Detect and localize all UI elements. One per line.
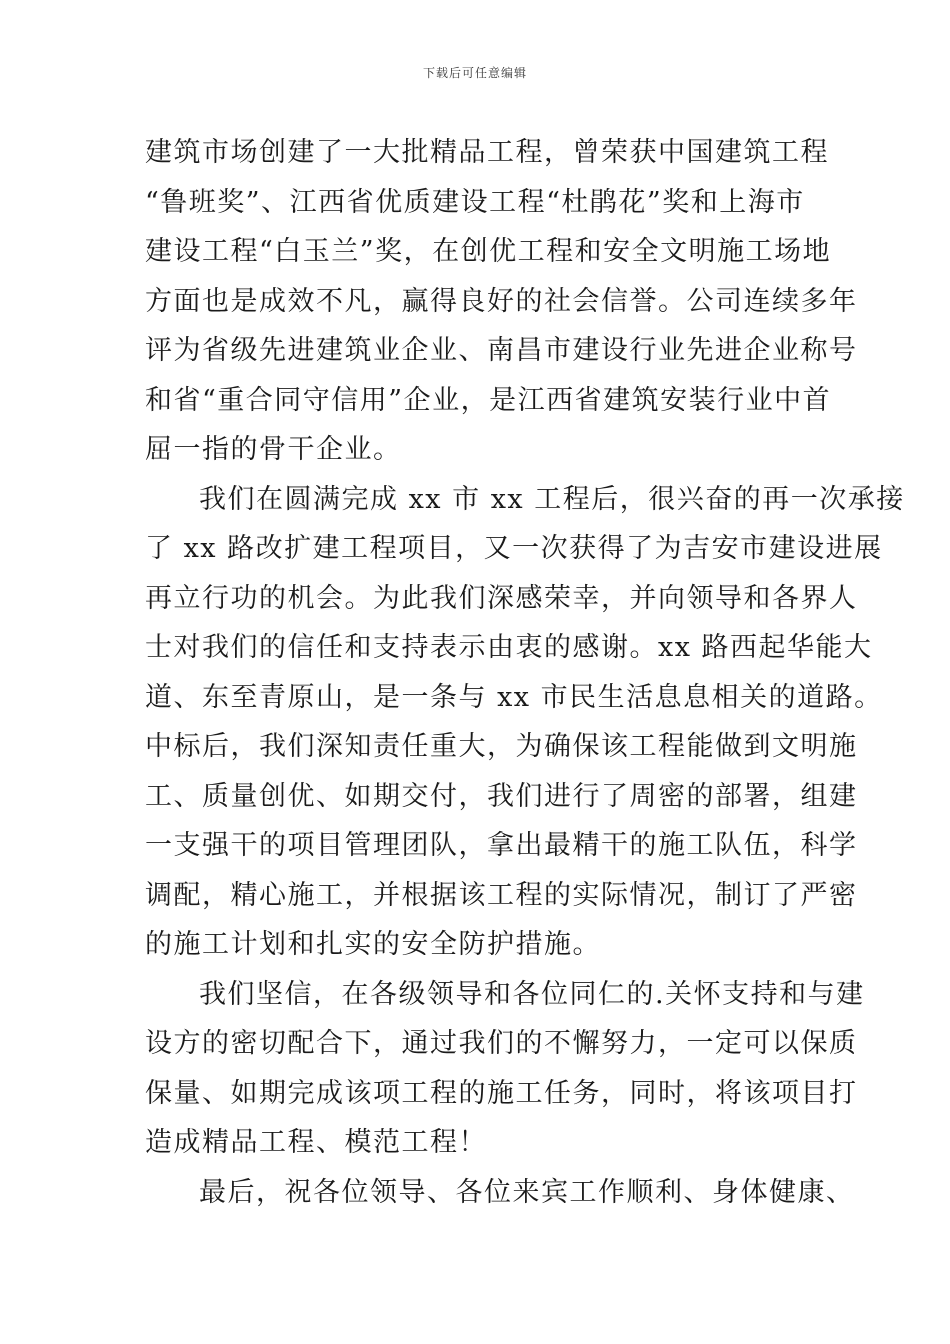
text-line: 建筑市场创建了一大批精品工程，曾荣获中国建筑工程 [145,137,829,168]
text-line: 造成精品工程、模范工程！ [145,1127,487,1158]
body-text [145,128,905,1217]
text-line: 士对我们的信任和支持表示由衷的感谢。xx 路西起华能大 [145,632,873,663]
text-line: 一支强干的项目管理团队，拿出最精干的施工队伍，科学 [145,830,858,861]
text-line: 中标后，我们深知责任重大，为确保该工程能做到文明施 [145,731,858,762]
text-line: 最后，祝各位领导、各位来宾工作顺利、身体健康、 [199,1176,855,1208]
page-header: 下载后可任意编辑 [422,66,527,80]
text-line: 和省“重合同守信用”企业，是江西省建筑安装行业中首 [145,384,832,416]
text-line: 建设工程“白玉兰”奖，在创优工程和安全文明施工场地 [145,236,832,267]
text-line: 道、东至青原山，是一条与 xx 市民生活息息相关的道路。 [145,681,883,713]
text-line: 方面也是成效不凡，赢得良好的社会信誉。公司连续多年 [145,285,858,317]
text-line: “鲁班奖”、江西省优质建设工程“杜鹃花”奖和上海市 [145,186,805,218]
text-line: 屈一指的骨干企业。 [145,434,402,465]
text-line: 调配，精心施工，并根据该工程的实际情况，制订了严密 [145,879,858,911]
text-line: 我们坚信，在各级领导和各位同仁的.关怀支持和与建 [199,978,865,1010]
text-line: 再立行功的机会。为此我们深感荣幸，并向领导和各界人 [145,582,858,614]
text-line: 工、质量创优、如期交付，我们进行了周密的部署，组建 [145,780,858,812]
text-line: 保量、如期完成该项工程的施工任务，同时，将该项目打 [145,1077,858,1109]
text-line: 我们在圆满完成 xx 市 xx 工程后，很兴奋的再一次承接 [199,483,905,515]
text-line: 设方的密切配合下，通过我们的不懈努力，一定可以保质 [145,1028,858,1059]
text-line: 的施工计划和扎实的安全防护措施。 [145,929,601,960]
text-line: 了 xx 路改扩建工程项目，又一次获得了为吉安市建设进展 [145,533,883,564]
text-line: 评为省级先进建筑业企业、南昌市建设行业先进企业称号 [145,335,858,366]
